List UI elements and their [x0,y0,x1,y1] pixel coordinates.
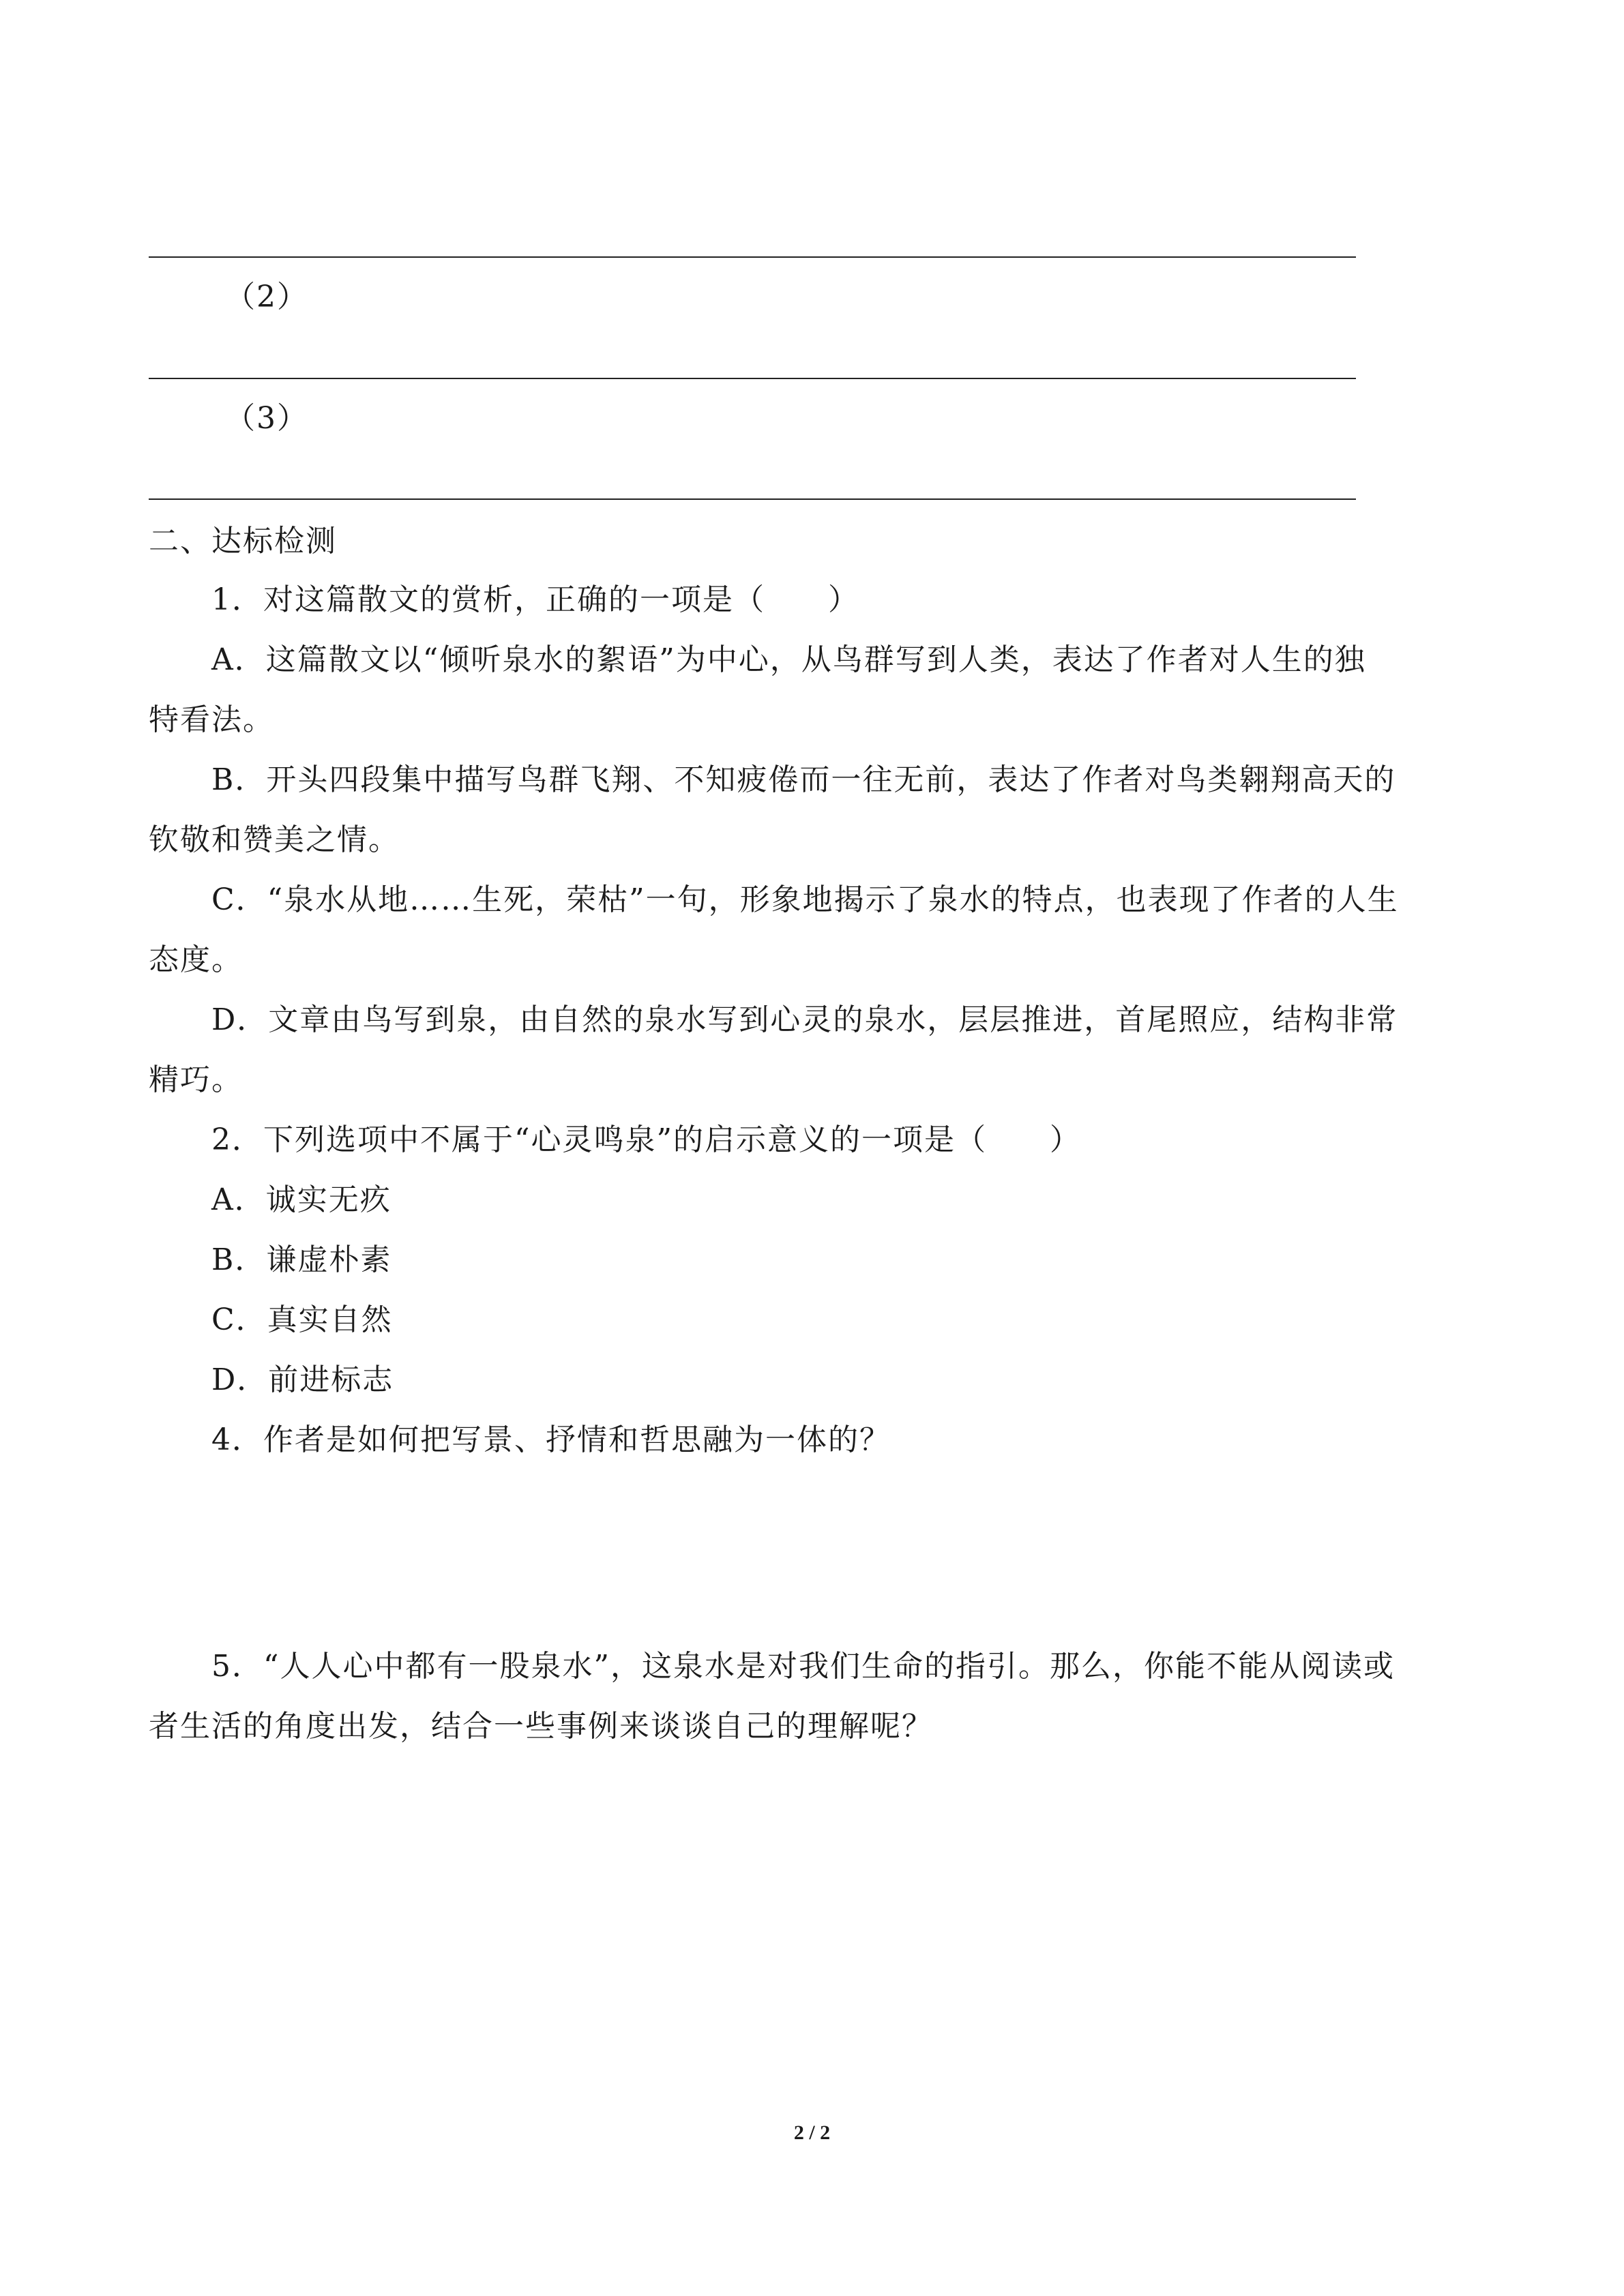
q2-option-d: D．前进标志 [211,1362,394,1397]
q1-stem: 1．对这篇散文的赏析，正确的一项是（ ） [211,582,859,617]
q1-option-d-line1: D．文章由鸟写到泉，由自然的泉水写到心灵的泉水，层层推进，首尾照应，结构非常 [211,1002,1398,1037]
q1-option-a-line1: A．这篇散文以“倾听泉水的絮语”为中心，从鸟群写到人类，表达了作者对人生的独 [211,642,1366,677]
q5-line2: 者生活的角度出发，结合一些事例来谈谈自己的理解呢？ [149,1709,933,1744]
answer-line-1 [149,256,1356,258]
q1-option-b-line1: B．开头四段集中描写鸟群飞翔、不知疲倦而一往无前，表达了作者对鸟类翱翔高天的 [211,762,1396,797]
q2-option-c: C．真实自然 [211,1302,393,1337]
answer-line-3 [149,498,1356,500]
q1-option-c-line1: C．“泉水从地……生死，荣枯”一句，形象地揭示了泉水的特点，也表现了作者的人生 [211,882,1399,917]
q1-option-b-line2: 钦敬和赞美之情。 [149,822,400,857]
q2-option-a: A．诚实无疚 [211,1182,392,1217]
q1-option-c-line2: 态度。 [149,942,243,977]
section-heading: 二、达标检测 [149,524,337,558]
q1-option-a-line2: 特看法。 [149,702,274,737]
q1-option-d-line2: 精巧。 [149,1062,243,1097]
page-number: 2 / 2 [793,2121,831,2144]
q4-stem: 4．作者是如何把写景、抒情和哲思融为一体的？ [211,1422,891,1457]
q2-option-b: B．谦虚朴素 [211,1242,392,1277]
answer-line-2 [149,378,1356,379]
answer-label-3: （3） [225,401,308,436]
q2-stem: 2．下列选项中不属于“心灵鸣泉”的启示意义的一项是（ ） [211,1122,1081,1157]
answer-label-2: （2） [225,280,308,314]
q5-line1: 5．“人人心中都有一股泉水”，这泉水是对我们生命的指引。那么，你能不能从阅读或 [211,1649,1395,1684]
